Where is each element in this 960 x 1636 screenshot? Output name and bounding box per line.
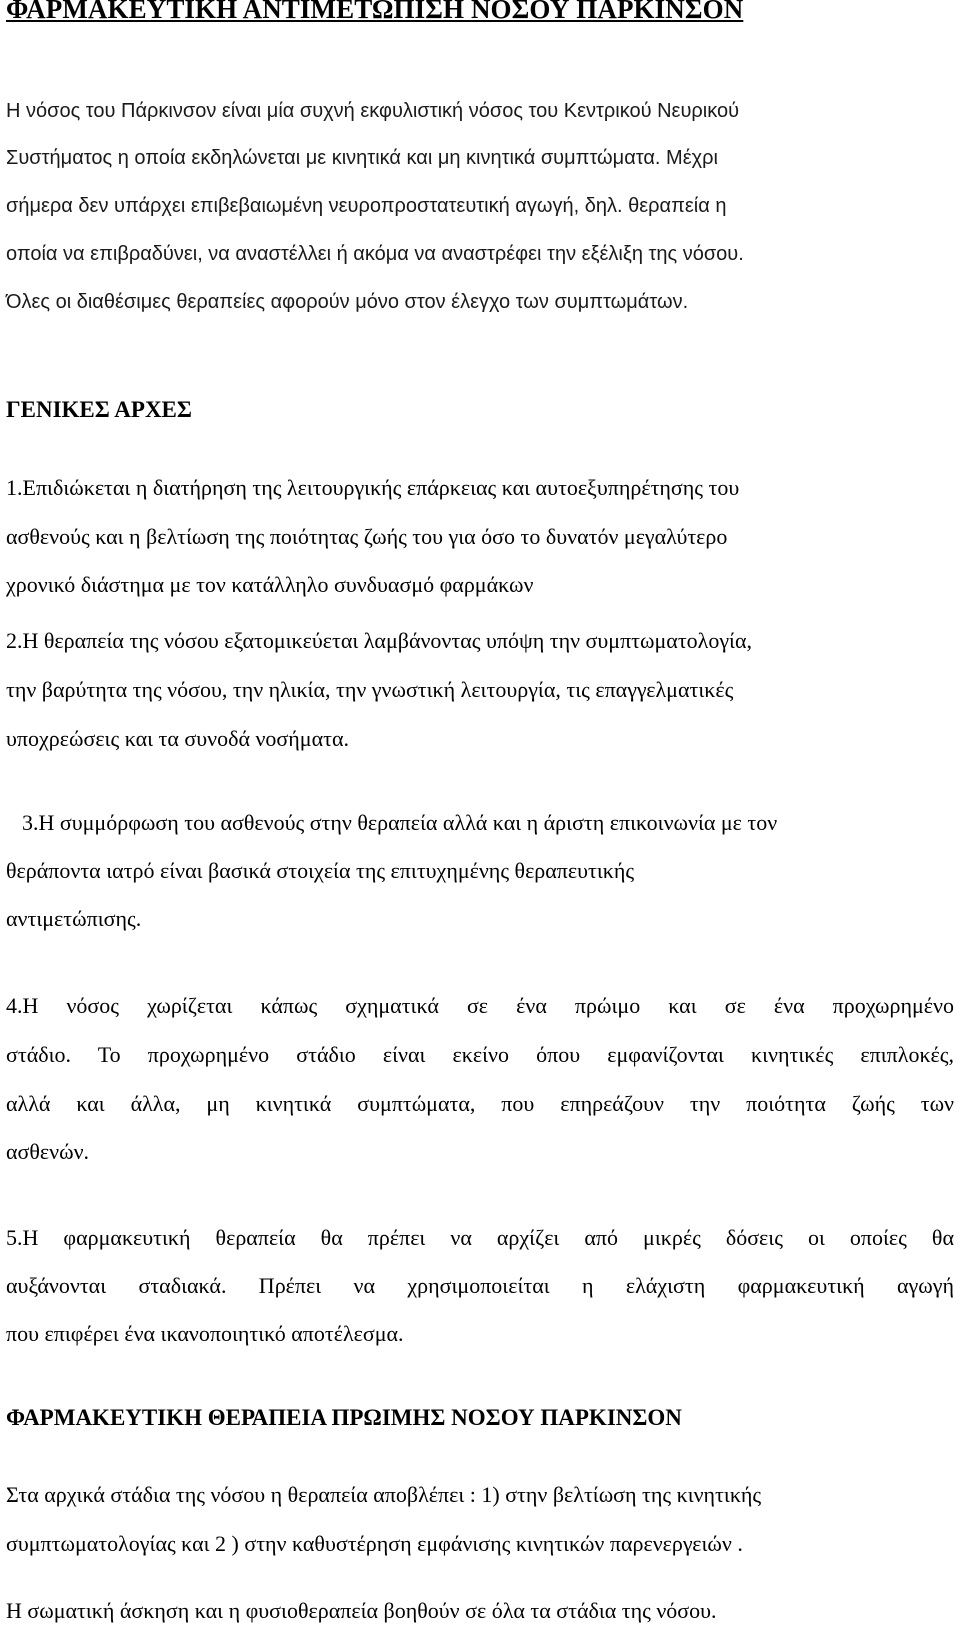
principle-line: ασθενούς και η βελτίωση της ποιότητας ζωής του για όσο το δυνατόν μεγαλύτερο	[6, 524, 728, 549]
principle-line: ασθενών.	[6, 1139, 90, 1164]
principle-line: αντιμετώπισης.	[6, 906, 142, 931]
section-heading-early-treatment: ΦΑΡΜΑΚΕΥΤΙΚΗ ΘΕΡΑΠΕΙΑ ΠΡΩΙΜΗΣ ΝΟΣΟΥ ΠΑΡΚΙΝΣΟΝ	[6, 1405, 682, 1430]
principle-line: αυξάνονται σταδιακά. Πρέπει να χρησιμοποιείται η ελάχιστη φαρμακευτική αγωγή	[6, 1273, 954, 1298]
principle-line: 5.Η φαρμακευτική θεραπεία θα πρέπει να αρχίζει από μικρές δόσεις οι οποίες θα	[6, 1225, 954, 1250]
principle-line: θεράποντα ιατρό είναι βασικά στοιχεία της επιτυχημένης θεραπευτικής	[6, 858, 635, 883]
intro-line: οποία να επιβραδύνει, να αναστέλλει ή ακόμα να αναστρέφει την εξέλιξη της νόσου.	[6, 243, 744, 265]
principle-line: 1.Επιδιώκεται η διατήρηση της λειτουργικής επάρκειας και αυτοεξυπηρέτησης του	[6, 475, 740, 500]
principle-line: 2.Η θεραπεία της νόσου εξατομικεύεται λαμβάνοντας υπόψη την συμπτωματολογία,	[6, 628, 752, 653]
document-title: ΦΑΡΜΑΚΕΥΤΙΚΗ ΑΝΤΙΜΕΤΩΠΙΣΗ ΝΟΣΟΥ ΠΑΡΚΙΝΣΟΝ	[6, 0, 744, 24]
principle-line: που επιφέρει ένα ικανοποιητικό αποτέλεσμα.	[6, 1321, 404, 1346]
principle-line: 3.Η συμμόρφωση του ασθενούς στην θεραπεία αλλά και η άριστη επικοινωνία με τον	[22, 810, 778, 835]
section-heading-general-principles: ΓΕΝΙΚΕΣ ΑΡΧΕΣ	[6, 397, 192, 422]
early-treatment-line: συμπτωματολογίας και 2 ) στην καθυστέρηση εμφάνισης κινητικών παρενεργειών .	[6, 1531, 743, 1556]
intro-line: Η νόσος του Πάρκινσον είναι μία συχνή εκφυλιστική νόσος του Κεντρικού Νευρικού	[6, 100, 740, 122]
principle-line: στάδιο. Το προχωρημένο στάδιο είναι εκείνο όπου εμφανίζονται κινητικές επιπλοκές,	[6, 1042, 954, 1067]
principle-line: υποχρεώσεις και τα συνοδά νοσήματα.	[6, 726, 349, 751]
intro-line: Όλες οι διαθέσιμες θεραπείες αφορούν μόνο στον έλεγχο των συμπτωμάτων.	[6, 291, 689, 313]
early-treatment-line: Στα αρχικά στάδια της νόσου η θεραπεία αποβλέπει : 1) στην βελτίωση της κινητικής	[6, 1482, 762, 1507]
intro-line: σήμερα δεν υπάρχει επιβεβαιωμένη νευροπροστατευτική αγωγή, δηλ. θεραπεία η	[6, 195, 727, 217]
intro-line: Συστήματος η οποία εκδηλώνεται με κινητικά και μη κινητικά συμπτώματα. Μέχρι	[6, 147, 718, 169]
principle-line: 4.Η νόσος χωρίζεται κάπως σχηματικά σε ένα πρώιμο και σε ένα προχωρημένο	[6, 993, 954, 1018]
principle-line: χρονικό διάστημα με τον κατάλληλο συνδυασμό φαρμάκων	[6, 572, 534, 597]
closing-sentence: Η σωματική άσκηση και η φυσιοθεραπεία βοηθούν σε όλα τα στάδια της νόσου.	[6, 1598, 717, 1623]
principle-line: την βαρύτητα της νόσου, την ηλικία, την γνωστική λειτουργία, τις επαγγελματικές	[6, 677, 734, 702]
principle-line: αλλά και άλλα, μη κινητικά συμπτώματα, που επηρεάζουν την ποιότητα ζωής των	[6, 1091, 954, 1116]
